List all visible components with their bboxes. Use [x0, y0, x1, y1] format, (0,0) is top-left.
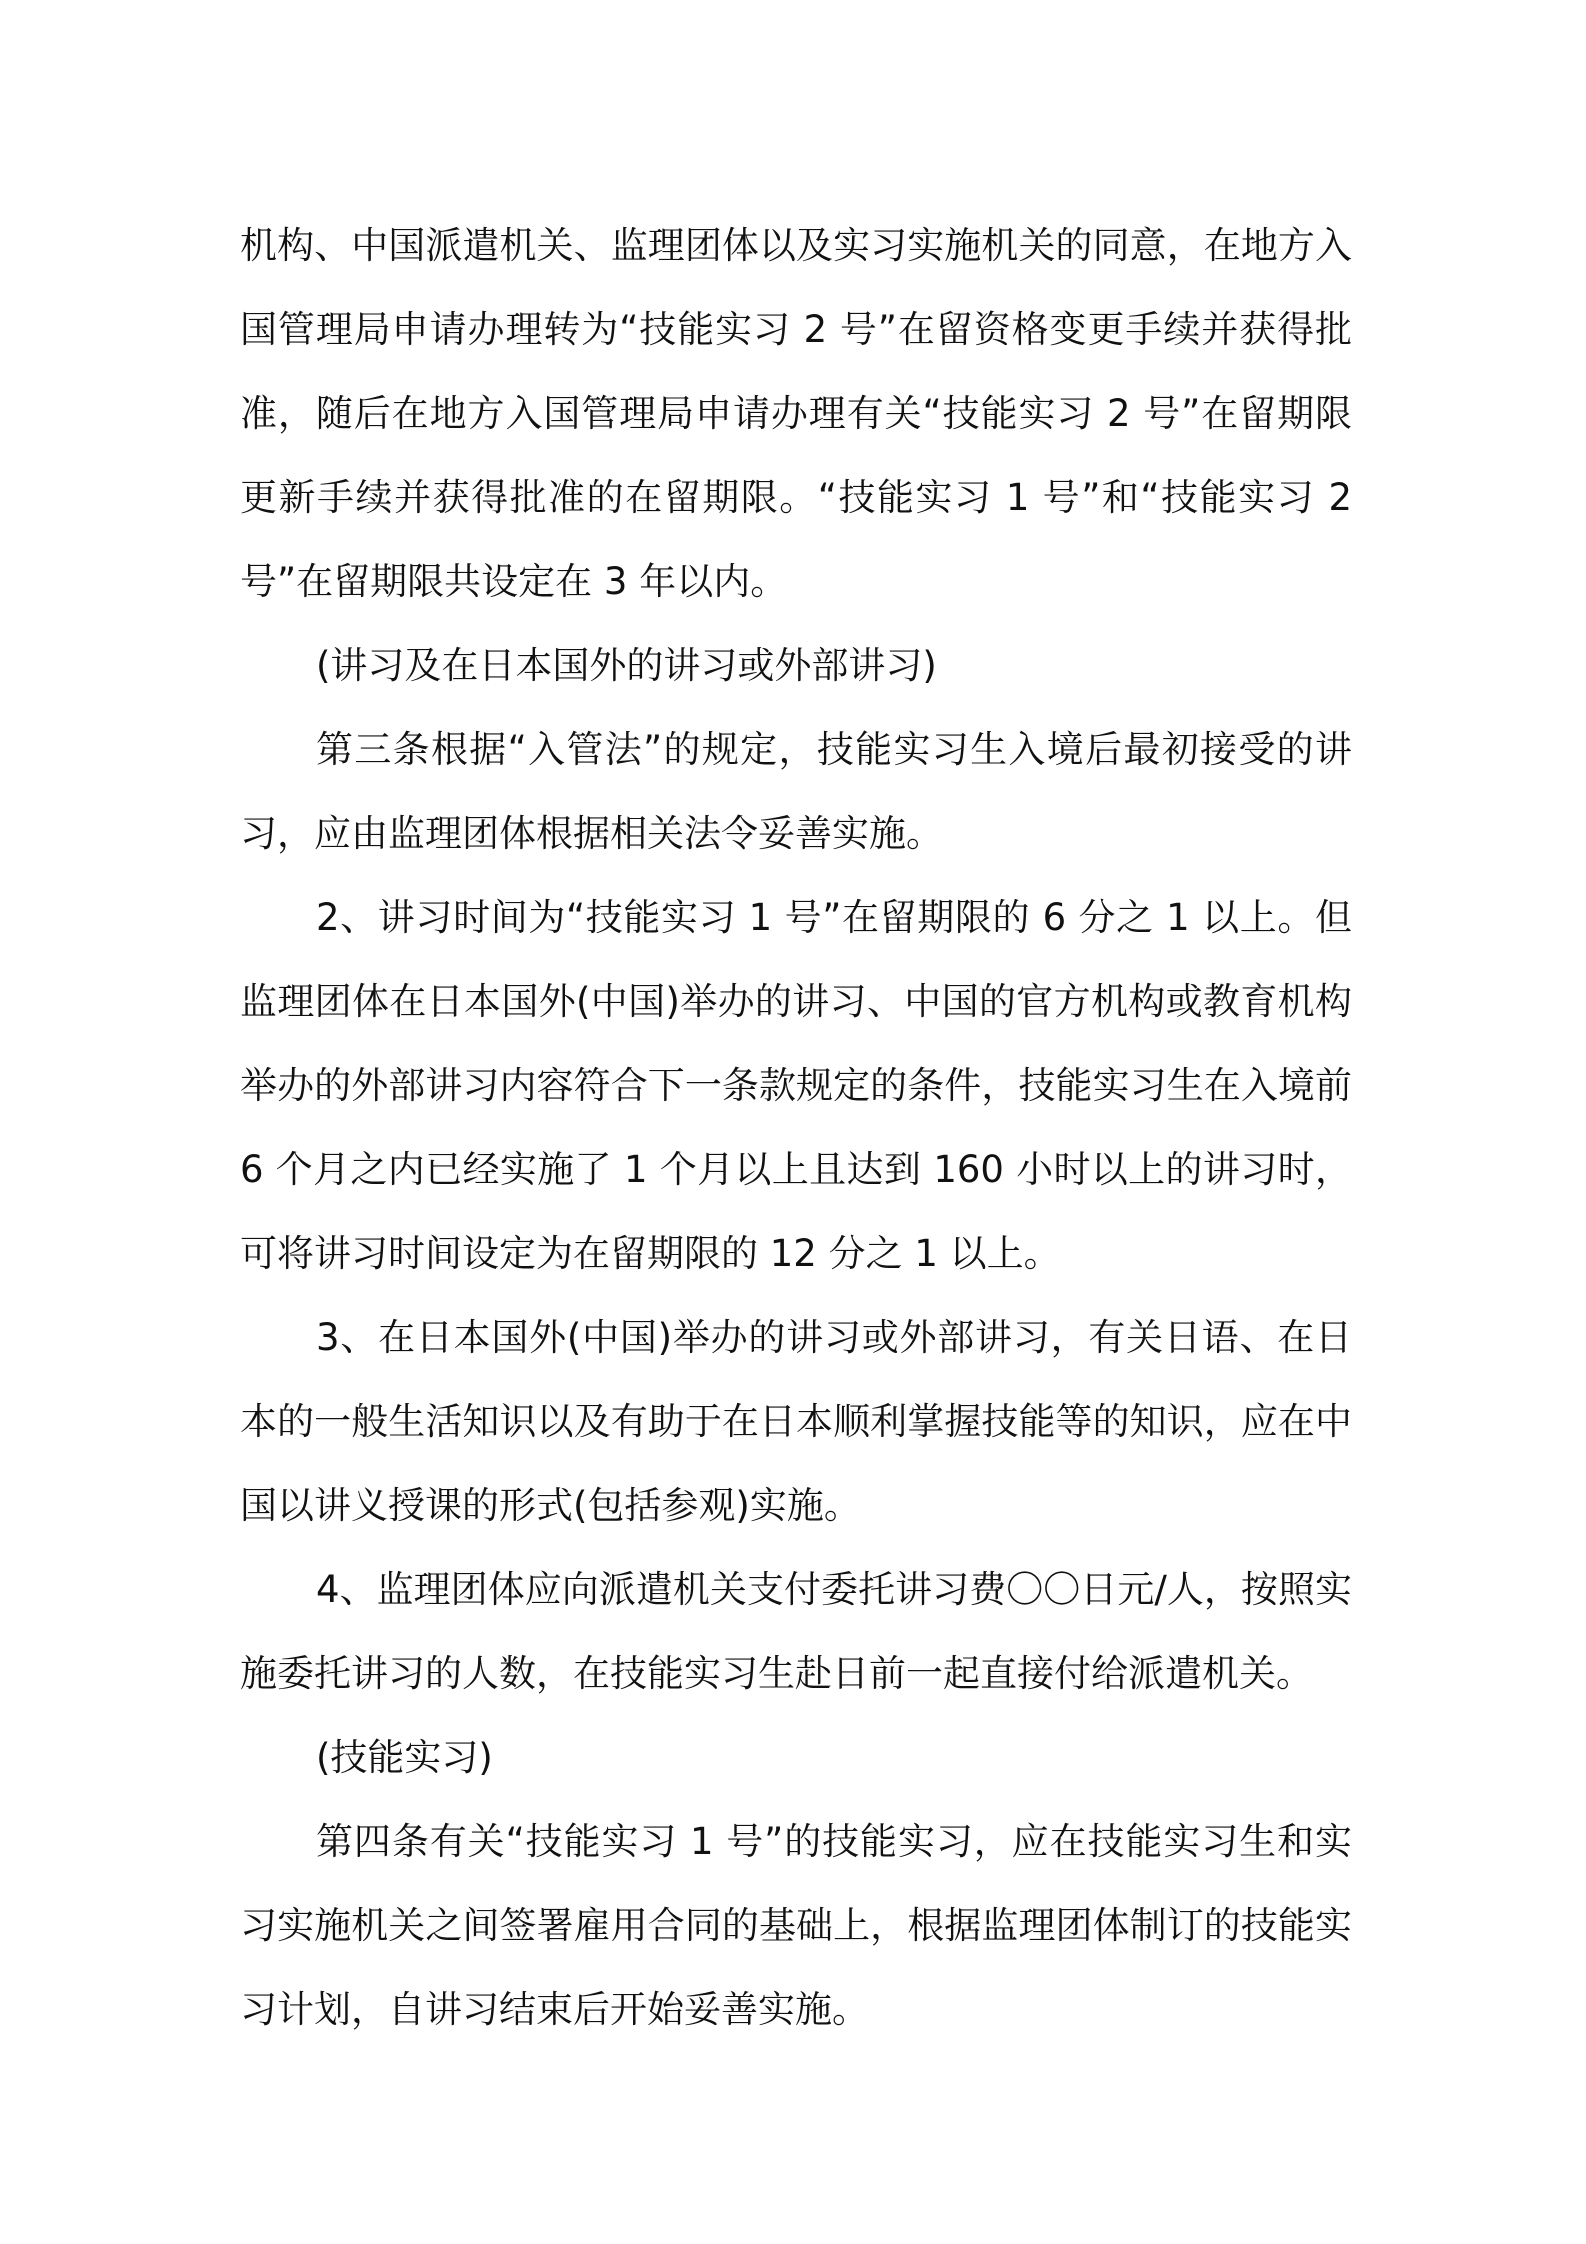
paragraph-continuation: 机构、中国派遣机关、监理团体以及实习实施机关的同意，在地方入国管理局申请办理转为“技能实习 2 号”在留资格变更手续并获得批准，随后在地方入国管理局申请办理有关“技能实习 2 号”在留期限更新手续并获得批准的在留期限。“技能实习 1 号”和“技能实习 2 号”在留期限共设定在 3 年以内。 — [240, 224, 1352, 603]
article-3: 第三条根据“入管法”的规定，技能实习生入境后最初接受的讲习，应由监理团体根据相关法令妥善实施。 — [240, 728, 1352, 855]
document-body — [240, 204, 1352, 2052]
article-3-item-3: 3、在日本国外(中国)举办的讲习或外部讲习，有关日语、在日本的一般生活知识以及有助于在日本顺利掌握技能等的知识，应在中国以讲义授课的形式(包括参观)实施。 — [240, 1316, 1352, 1527]
section-heading-skill-training: (技能实习) — [316, 1736, 493, 1779]
article-4: 第四条有关“技能实习 1 号”的技能实习，应在技能实习生和实习实施机关之间签署雇用合同的基础上，根据监理团体制订的技能实习计划，自讲习结束后开始妥善实施。 — [240, 1820, 1352, 2031]
section-heading-lecture: (讲习及在日本国外的讲习或外部讲习) — [316, 644, 937, 687]
article-3-item-2: 2、讲习时间为“技能实习 1 号”在留期限的 6 分之 1 以上。但监理团体在日本国外(中国)举办的讲习、中国的官方机构或教育机构举办的外部讲习内容符合下一条款规定的条件，技能实习生在入境前 6 个月之内已经实施了 1 个月以上且达到 160 小时以上的讲习时，可将讲习时间设定为在留期限的 12 分之 1 以上。 — [240, 896, 1352, 1275]
article-3-item-4: 4、监理团体应向派遣机关支付委托讲习费〇〇日元/人，按照实施委托讲习的人数，在技能实习生赴日前一起直接付给派遣机关。 — [240, 1568, 1352, 1695]
